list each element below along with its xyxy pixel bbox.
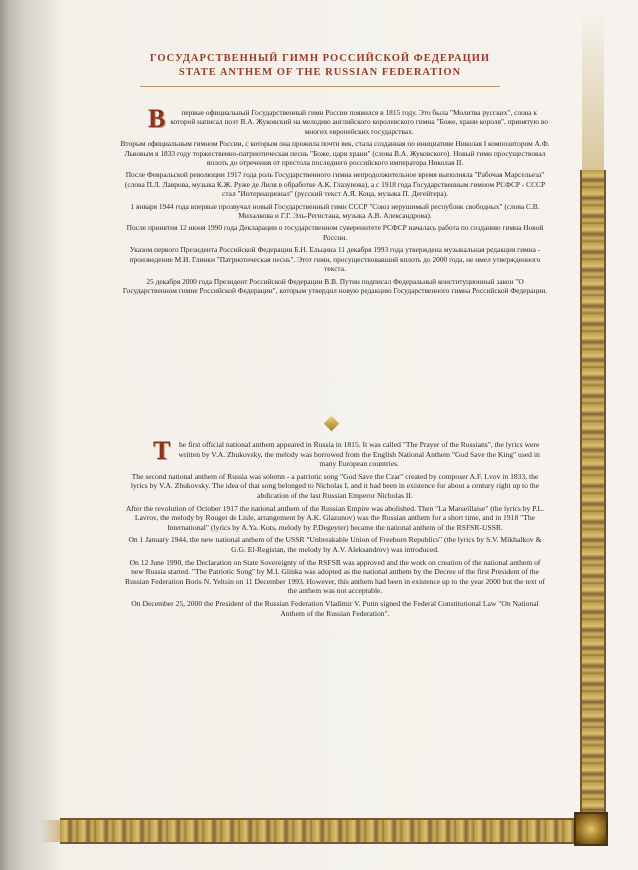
en-paragraph-6: On December 25, 2000 the President of the Russian Federation Vladimir V. Putin signed the Federal Constitutional Law "On National Anthem of the Russian Federation". — [131, 598, 539, 618]
ru-paragraph-6: Указом первого Президента Российской Федерации Б.Н. Ельцина 11 декабря 1993 года утверждена музыкальная редакция гимна - произведение М.И. Глинки "Патриотическая песнь". Этот гимн, просуществовавший вплоть до 2000 года, не имел утвержденного текста. — [129, 245, 541, 274]
en-paragraph-1: T he first official national anthem appeared in Russia in 1815. It was called "The Prayer of the Russians", the lyrics were written by V.A. Zhukovsky, the melody was borrowed from the English National Anthem "God Save the King" used in many European countries. — [153, 436, 540, 469]
title-russian: ГОСУДАРСТВЕННЫЙ ГИМН РОССИЙСКОЙ ФЕДЕРАЦИИ — [149, 53, 491, 64]
ru-dropcap: В — [148, 104, 166, 133]
diamond-ornament-icon — [324, 416, 340, 432]
ru-paragraph-1: В первые официальный Государственный гимн России появился в 1815 году. Это была "Молитва русских", слова к которой написал поэт В.А. Жуковский на мелодию английского королевского гимна "Боже, храни короля", принятую во многих европейских государствах. — [148, 104, 548, 136]
en-paragraph-5: On 12 June 1990, the Declaration on State Sovereignty of the RSFSR was approved and the work on creation of the national anthem of new Russia started. "The Patriotic Song" by M.I. Glinka was adopted as the national anthem by the Decree of the first President of the Russian Federation Boris N. Yeltsin on 11 December 1993. However, this anthem had been in existence up to the year 2000 but the text of the anthem was not acceptable. — [125, 557, 545, 596]
ornamental-border-bottom — [60, 818, 604, 844]
en-paragraph-2: The second national anthem of Russia was solemn - a patriotic song "God Save the Czar" created by composer A.F. Lvov in 1833, the lyrics by V.A. Zhukovsky. The idea of that song belonged to Nicholas I, and it had been in existence for about a century right up to the abdication of the last Russian Emperor Nicholas II. — [130, 471, 540, 500]
ru-paragraph-3: После Февральской революции 1917 года роль Государственного гимна непродолжительное время выполняла "Рабочая Марсельеза" (слова П.Л. Лаврова, музыка К.Ж. Руже де Лиля в обработке А.К. Глазунова), а с 1918 года Государственным гимном РСФСР - СССР стал "Интернационал" (русский текст А.Я. Коца, музыка П. Дегейтера). — [124, 170, 546, 199]
title-divider — [140, 86, 500, 87]
ru-paragraph-4: 1 января 1944 года впервые прозвучал новый Государственный гимн СССР "Союз нерушимый республик свободных" (слова С.В. Михалкова и Г.Г. Эль-Регистана, музыка А.В. Александрова). — [130, 201, 540, 221]
ornamental-corner-icon — [574, 812, 608, 846]
en-paragraph-3: After the revolution of October 1917 the national anthem of the Russian Empire was abolished. Then "La Marseillaise" (the lyrics by P.L. Lavrov, the melody by Rouget de Lisle, arrangement by A.K. Glazunov) was the Russian anthem for a short time, and in 1918 "The International" (lyrics by A.Ya. Kots, melody by P.Degeyter) became the national anthem of the RSFSR-USSR. — [125, 503, 545, 532]
title-block — [80, 52, 560, 87]
book-spine-shadow — [0, 0, 62, 870]
ru-paragraph-7: 25 декабря 2000 года Президент Российской Федерации В.В. Путин подписал Федеральный конституционный закон "О Государственном гимне Российской Федерации", которым утвердил новую редакцию Государственного гимна Российской Федерации. — [122, 276, 548, 295]
russian-text-block — [120, 104, 550, 298]
en-paragraph-4: On 1 January 1944, the new national anthem of the USSR "Unbreakable Union of Freeborn Republics" (the lyrics by S.V. Mikhalkov & G.G. El-Registan, the melody by A.V. Aleksandrov) was introduced. — [128, 535, 542, 554]
en-dropcap: T — [153, 436, 171, 465]
ru-paragraph-5: После принятия 12 июня 1990 года Декларации о государственном суверенитете РСФСР началась работа по созданию гимна Новой России. — [126, 223, 544, 242]
english-text-block — [125, 436, 545, 621]
ru-paragraph-2: Вторым официальным гимном России, с которым она прожила почти век, стала созданная по инициативе Николая I композитором А.Ф. Львовым в 1833 году торжественно-патриотическая песнь "Боже, царя храни" (слова В.А. Жуковского). Новый гимн просуществовал вплоть до отречения от престола последнего российского императора Николая II. — [120, 139, 550, 168]
title-english: STATE ANTHEM OF THE RUSSIAN FEDERATION — [178, 67, 462, 78]
ornamental-border-right — [580, 170, 606, 830]
